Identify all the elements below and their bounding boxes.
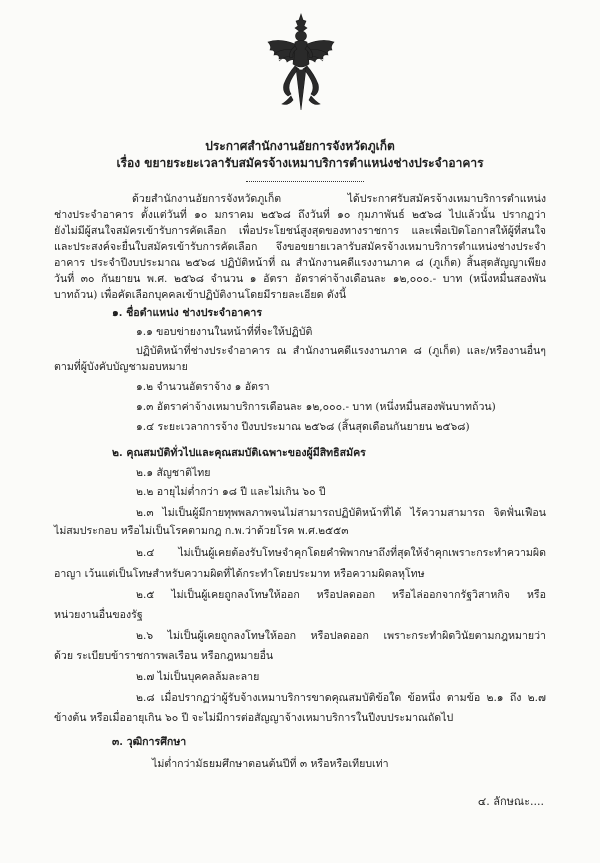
section1-item-1-1: ๑.๑ ขอบข่ายงานในหน้าที่ที่จะให้ปฏิบัติ <box>136 326 313 338</box>
title-divider <box>246 181 364 182</box>
section3-title: ๓. วุฒิการศึกษา <box>112 736 187 748</box>
section2-line: ข้างต้น หรือเมื่ออายุเกิน ๖๐ ปี จะไม่มีการต่อสัญญาจ้างเหมาบริการในปีงบประมาณถัดไป <box>54 712 454 724</box>
intro-line: วันที่ ๓๐ กันยายน พ.ศ. ๒๕๖๘ จำนวน ๑ อัตรา อัตราค่าจ้างเดือนละ ๑๒,๐๐๐.- บาท (หนึ่งหมื่นสองพัน <box>54 273 546 285</box>
section1-duty-line: ปฏิบัติหน้าที่ช่างประจำอาคาร ณ สำนักงานคดีแรงงานภาค ๘ (ภูเก็ต) และ/หรืองานอื่นๆ <box>136 345 546 357</box>
section2-line: ๒.๓ ไม่เป็นผู้มีกายทุพพลภาพจนไม่สามารถปฏิบัติหน้าที่ได้ ไร้ความสามารถ จิตฟั่นเฟือน <box>136 507 546 519</box>
section1-title: ๑. ชื่อตำแหน่ง ช่างประจำอาคาร <box>112 307 263 319</box>
section2-line: ๒.๖ ไม่เป็นผู้เคยถูกลงโทษให้ออก หรือปลดออก เพราะกระทำผิดวินัยตามกฎหมายว่า <box>136 630 546 642</box>
section2-line: หน่วยงานอื่นของรัฐ <box>54 609 143 621</box>
section1-item-1-4: ๑.๔ ระยะเวลาการจ้าง ปีงบประมาณ ๒๕๖๘ (สิ้นสุดเดือนกันยายน ๒๕๖๘) <box>136 421 470 433</box>
intro-line: ยังไม่มีผู้สนใจสมัครเข้ารับการคัดเลือก เพื่อประโยชน์สูงสุดของทางราชการ และเพื่อเปิดโอกาสให้ผู้ที่สนใจ <box>54 225 546 237</box>
document-title: ประกาศสำนักงานอัยการจังหวัดภูเก็ต <box>205 139 395 153</box>
section2-line: ไม่สมประกอบ หรือไม่เป็นโรคตามกฎ ก.พ.ว่าด้วยโรค พ.ศ.๒๕๕๓ <box>54 525 349 537</box>
section1-duty-line: ตามที่ผู้บังคับบัญชามอบหมาย <box>54 361 188 373</box>
section2-line: ๒.๔ ไม่เป็นผู้เคยต้องรับโทษจำคุกโดยคำพิพากษาถึงที่สุดให้จำคุกเพราะกระทำความผิด <box>136 547 546 559</box>
intro-line: ด้วยสำนักงานอัยการจังหวัดภูเก็ต ได้ประกาศรับสมัครจ้างเหมาบริการตำแหน่ง <box>132 193 546 205</box>
section2-line: ๒.๑ สัญชาติไทย <box>136 467 211 479</box>
intro-line: บาทถ้วน) เพื่อคัดเลือกบุคคลเข้าปฏิบัติงานโดยมีรายละเอียด ดังนี้ <box>54 289 347 301</box>
section2-line: ๒.๒ อายุไม่ต่ำกว่า ๑๘ ปี และไม่เกิน ๖๐ ปี <box>136 486 326 498</box>
next-page-marker: ๔. ลักษณะ.... <box>477 795 544 808</box>
document-subject: เรื่อง ขยายระยะเวลารับสมัครจ้างเหมาบริการตำแหน่งช่างประจำอาคาร <box>116 156 484 170</box>
section2-title: ๒. คุณสมบัติทั่วไปและคุณสมบัติเฉพาะของผู้มีสิทธิสมัคร <box>112 447 366 459</box>
section2-line: ๒.๕ ไม่เป็นผู้เคยถูกลงโทษให้ออก หรือปลดออก หรือไล่ออกจากรัฐวิสาหกิจ หรือ <box>136 589 546 601</box>
section2-line: อาญา เว้นแต่เป็นโทษสำหรับความผิดที่ได้กระทำโดยประมาท หรือความผิดลหุโทษ <box>54 568 425 580</box>
section1-item-1-3: ๑.๓ อัตราค่าจ้างเหมาบริการเดือนละ ๑๒,๐๐๐.- บาท (หนึ่งหมื่นสองพันบาทถ้วน) <box>136 401 496 413</box>
intro-line: อาคาร ประจำปีงบประมาณ ๒๕๖๘ ปฏิบัติหน้าที่ ณ สำนักงานคดีแรงงานภาค ๘ (ภูเก็ต) สิ้นสุดสัญญาเพียง <box>54 257 546 269</box>
section2-line: ด้วย ระเบียบข้าราชการพลเรือน หรือกฎหมายอื่น <box>54 650 274 662</box>
section2-line: ๒.๘ เมื่อปรากฏว่าผู้รับจ้างเหมาบริการขาดคุณสมบัติข้อใด ข้อหนึ่ง ตามข้อ ๒.๑ ถึง ๒.๗ <box>136 692 546 704</box>
section3-line: ไม่ต่ำกว่ามัธยมศึกษาตอนต้นปีที่ ๓ หรือหรือเทียบเท่า <box>152 758 389 770</box>
garuda-emblem-icon <box>262 12 340 116</box>
intro-line: ช่างประจำอาคาร ตั้งแต่วันที่ ๑๐ มกราคม ๒๕๖๘ ถึงวันที่ ๑๐ กุมภาพันธ์ ๒๕๖๘ ไปแล้วนั้น ปรากฏว่า <box>54 209 546 221</box>
section2-line: ๒.๗ ไม่เป็นบุคคลล้มละลาย <box>136 671 260 683</box>
intro-line: และประสงค์จะยื่นใบสมัครเข้ารับการคัดเลือก จึงขอขยายเวลารับสมัครจ้างเหมาบริการตำแหน่งช่างประจำ <box>54 241 546 253</box>
section1-item-1-2: ๑.๒ จำนวนอัตราจ้าง ๑ อัตรา <box>136 381 270 393</box>
